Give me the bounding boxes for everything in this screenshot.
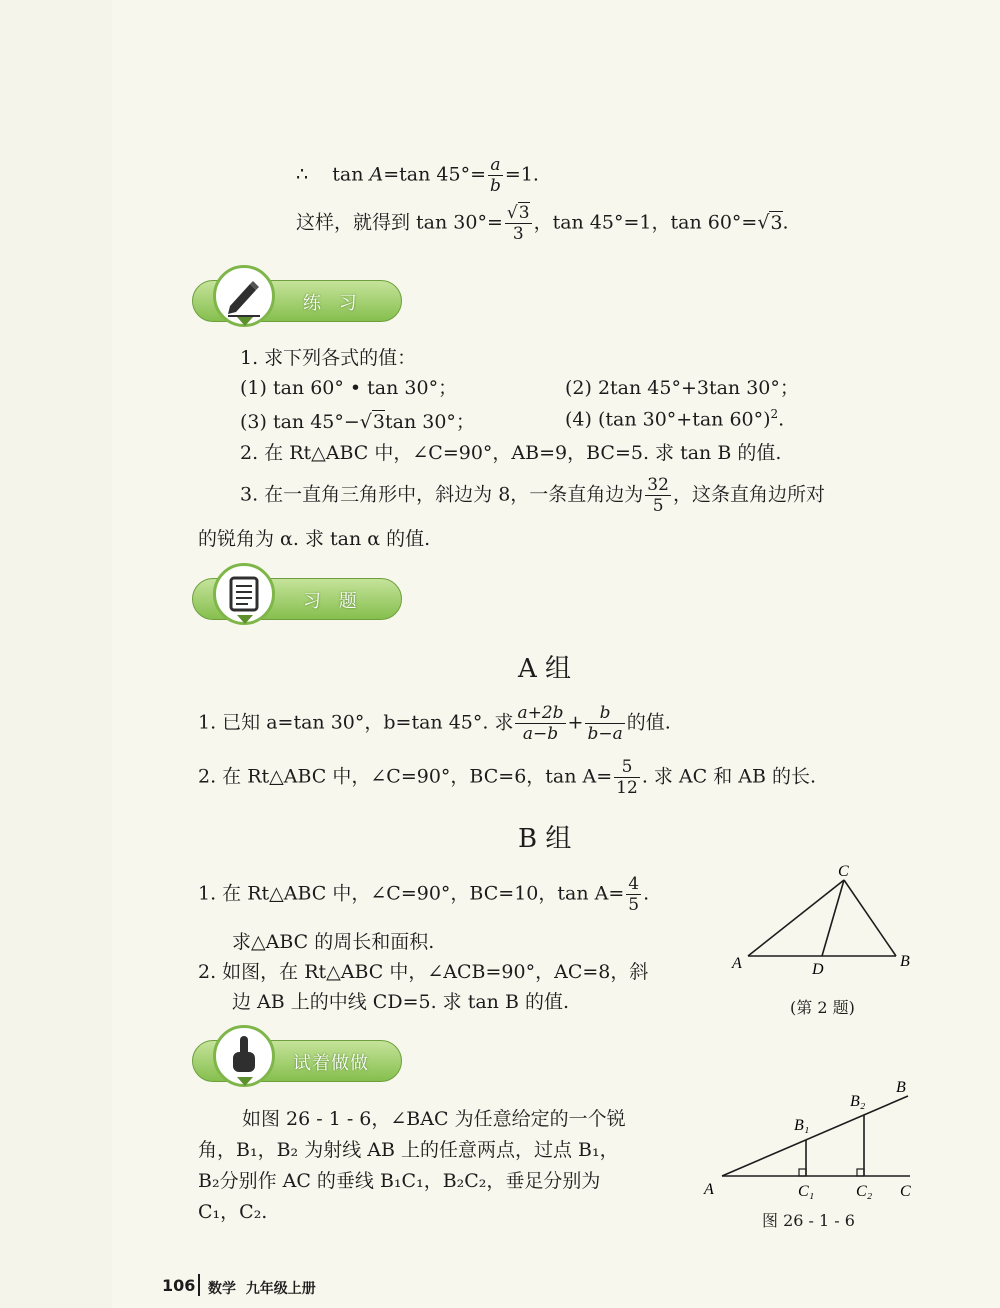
label-C: C — [900, 1183, 911, 1200]
triangle-figure-problem-2 — [720, 860, 920, 980]
label-D: D — [812, 961, 824, 978]
exercise-b1: 1. 在 Rt△ABC 中，∠C=90°，BC=10，tan A= $\frac{4}{5}$ . — [198, 874, 650, 915]
therefore-symbol: ∴ — [296, 163, 309, 186]
label-C2: C₂ — [856, 1183, 873, 1200]
badge-pointer — [237, 1077, 253, 1086]
group-b-title: B 组 — [518, 824, 572, 854]
segment-CD — [822, 880, 844, 956]
practice-q3: 3. 在一直角三角形中，斜边为 8，一条直角边为 $\frac{32}{5}$ ，这条直角边所对 — [240, 475, 825, 516]
figure-26-1-6-caption: 图 26 - 1 - 6 — [762, 1211, 855, 1230]
practice-q1-1: (1) tan 60° • tan 30°； — [240, 377, 458, 399]
try-paragraph-line3: B₂分别作 AC 的垂线 B₁C₁，B₂C₂，垂足分别为 — [198, 1170, 601, 1192]
practice-badge-label: 练 习 — [303, 293, 363, 314]
try-badge — [192, 1040, 402, 1082]
segment-CB — [844, 880, 896, 956]
figure-2-caption: (第 2 题) — [790, 998, 855, 1017]
fraction-sqrt3-over-3: $\frac{√3}{3}$ — [506, 203, 530, 244]
right-angle-mark-C2 — [857, 1169, 864, 1176]
exercise-a1: 1. 已知 a=tan 30°，b=tan 45°. 求 $\frac{a+2b}{a-b}$ + $\frac{b}{b-a}$ 的值. — [198, 703, 671, 744]
exercise-b1-line2: 求△ABC 的周长和面积. — [232, 931, 435, 953]
exercise-a2: 2. 在 Rt△ABC 中，∠C=90°，BC=6，tan A= $\frac{5}{12}$ . 求 AC 和 AB 的长. — [198, 757, 817, 798]
page-number: 106 — [162, 1276, 196, 1295]
practice-q1-4: (4) (tan 30°+tan 60°)$^2$. — [565, 407, 785, 431]
label-C: C — [838, 863, 849, 880]
conclusion-line: 这样，就得到 tan 30°= $\frac{√3}{3}$ ，tan 45°=1，tan 60°=√3. — [296, 203, 789, 244]
label-B1: B₁ — [794, 1117, 810, 1134]
fraction-a-over-b: $\frac{a}{b}$ — [490, 155, 501, 196]
right-angle-mark-C1 — [799, 1169, 806, 1176]
practice-q3-line2: 的锐角为 α. 求 tan α 的值. — [198, 528, 431, 550]
label-C1: C₁ — [798, 1183, 815, 1200]
exercise-b2-line2: 边 AB 上的中线 CD=5. 求 tan B 的值. — [232, 991, 569, 1013]
segment-AC — [748, 880, 844, 956]
ray-AB — [722, 1096, 908, 1176]
label-A: A — [732, 955, 742, 972]
badge-pointer — [237, 317, 253, 326]
try-paragraph-line4: C₁，C₂. — [198, 1201, 268, 1223]
practice-badge — [192, 280, 402, 322]
footer-divider — [198, 1274, 200, 1296]
practice-q1-title: 1. 求下列各式的值： — [240, 347, 417, 369]
try-paragraph-line2: 角，B₁，B₂ 为射线 AB 上的任意两点，过点 B₁， — [198, 1139, 619, 1161]
group-a-title: A 组 — [518, 654, 572, 684]
exercise-b2-line1: 2. 如图，在 Rt△ABC 中，∠ACB=90°，AC=8，斜 — [198, 961, 649, 983]
book-title: 数学 九年级上册 — [208, 1281, 316, 1297]
exercises-badge-label: 习 题 — [303, 591, 363, 612]
practice-q2: 2. 在 Rt△ABC 中，∠C=90°，AB=9，BC=5. 求 tan B 的值. — [240, 442, 782, 464]
derivation-line: ∴ tan A=tan 45°= $\frac{a}{b}$ =1. — [296, 155, 539, 196]
figure-26-1-6 — [700, 1072, 930, 1202]
label-B2: B₂ — [850, 1093, 866, 1110]
practice-q1-2: (2) 2tan 45°+3tan 30°； — [565, 377, 799, 399]
try-badge-label: 试着做做 — [293, 1053, 369, 1074]
label-A: A — [704, 1181, 714, 1198]
badge-pointer — [237, 615, 253, 624]
try-paragraph-line1: 如图 26 - 1 - 6，∠BAC 为任意给定的一个锐 — [242, 1108, 626, 1130]
label-B: B — [900, 953, 910, 970]
label-B: B — [896, 1079, 906, 1096]
practice-q1-3: (3) tan 45°−√3tan 30°； — [240, 411, 475, 433]
exercises-badge — [192, 578, 402, 620]
